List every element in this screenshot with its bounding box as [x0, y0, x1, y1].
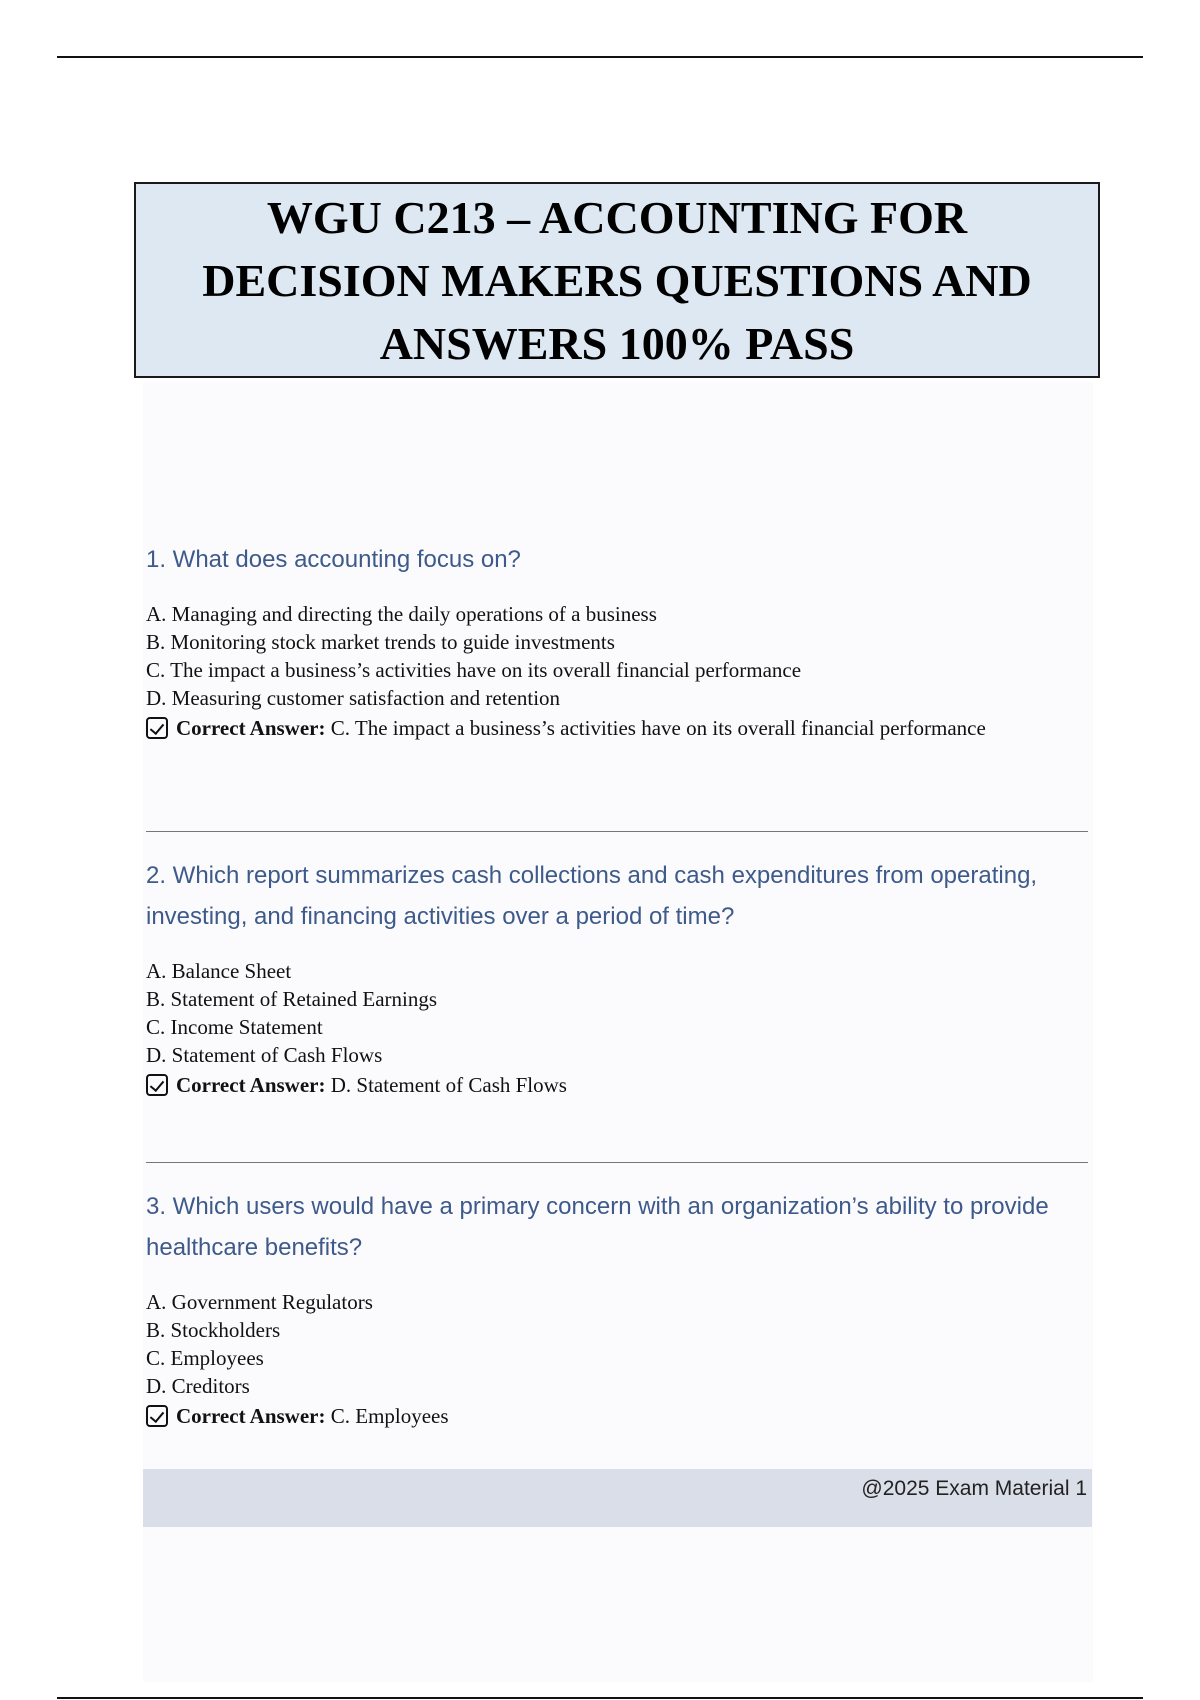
answer-label: Correct Answer:	[176, 1073, 326, 1097]
answer-text: C. The impact a business’s activities have on its overall financial performance	[330, 716, 986, 740]
options-list	[146, 957, 1086, 1069]
checkbox-checked-icon	[146, 717, 168, 739]
footer-text: @2025 Exam Material 1	[861, 1477, 1087, 1500]
title-box	[134, 182, 1100, 378]
question-1	[146, 539, 1086, 742]
option-a: A. Government Regulators	[146, 1290, 373, 1314]
checkbox-checked-icon	[146, 1074, 168, 1096]
option-a: A. Balance Sheet	[146, 959, 292, 983]
correct-answer	[146, 714, 1086, 742]
answer-label: Correct Answer:	[176, 1404, 326, 1428]
option-c: C. The impact a business’s activities have on its overall financial performance	[146, 658, 802, 682]
option-d: D. Measuring customer satisfaction and retention	[146, 686, 561, 710]
bottom-rule	[57, 1697, 1143, 1699]
footer-band	[143, 1469, 1092, 1527]
option-b: B. Monitoring stock market trends to guide investments	[146, 630, 615, 654]
answer-text: C. Employees	[330, 1404, 449, 1428]
question-heading: 2. Which report summarizes cash collections and cash expenditures from operating, investing, and financing activities over a period of time?	[146, 862, 1038, 930]
question-heading: 3. Which users would have a primary concern with an organization’s ability to provide healthcare benefits?	[146, 1193, 1049, 1261]
correct-answer	[146, 1071, 1086, 1099]
question-divider	[146, 1162, 1088, 1163]
question-divider	[146, 831, 1088, 832]
option-d: D. Creditors	[146, 1374, 250, 1398]
option-c: C. Employees	[146, 1346, 264, 1370]
option-d: D. Statement of Cash Flows	[146, 1043, 383, 1067]
option-b: B. Statement of Retained Earnings	[146, 987, 438, 1011]
checkbox-checked-icon	[146, 1405, 168, 1427]
option-b: B. Stockholders	[146, 1318, 281, 1342]
answer-text: D. Statement of Cash Flows	[330, 1073, 567, 1097]
options-list	[146, 1288, 1086, 1400]
document-title: WGU C213 – ACCOUNTING FOR DECISION MAKERS QUESTIONS AND ANSWERS 100% PASS	[202, 191, 1032, 369]
option-a: A. Managing and directing the daily operations of a business	[146, 602, 657, 626]
options-list	[146, 600, 1086, 712]
answer-label: Correct Answer:	[176, 716, 326, 740]
top-rule	[57, 56, 1143, 58]
question-3	[146, 1186, 1086, 1430]
correct-answer	[146, 1402, 1086, 1430]
question-2	[146, 855, 1086, 1099]
option-c: C. Income Statement	[146, 1015, 323, 1039]
question-heading: 1. What does accounting focus on?	[146, 546, 521, 573]
